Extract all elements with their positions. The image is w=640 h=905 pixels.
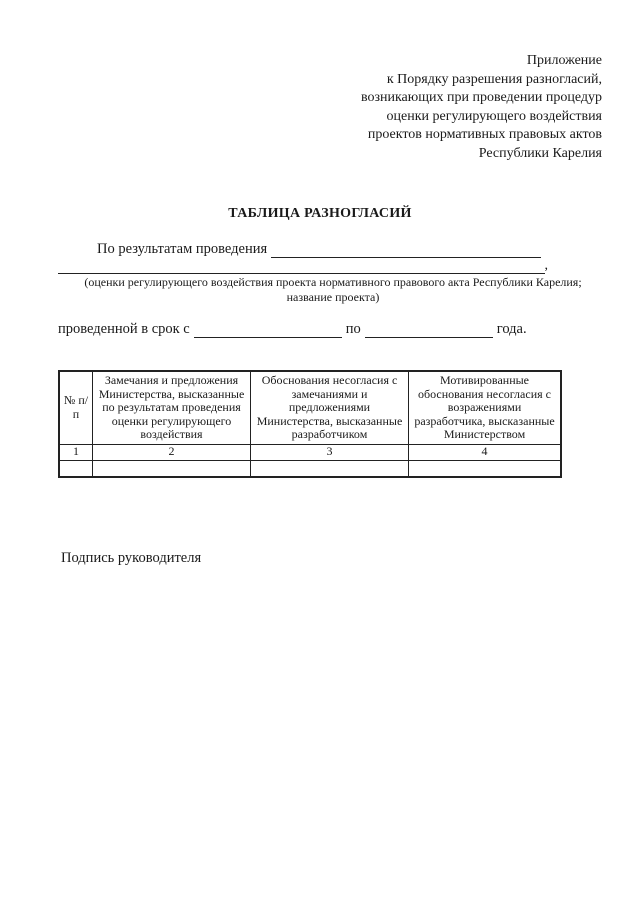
appendix-line: к Порядку разрешения разногласий, xyxy=(386,71,602,87)
document-title: ТАБЛИЦА РАЗНОГЛАСИЙ xyxy=(228,206,412,221)
caption-line-1: (оценки регулирующего воздействия проекта нормативного правового акта Республики Карелия; xyxy=(84,275,582,289)
header-ministry-justification: Мотивированные обоснования несогласия с возражениями разработчика, высказанные Министерством xyxy=(409,371,562,444)
empty-cell[interactable] xyxy=(93,460,251,477)
table-row xyxy=(59,460,561,477)
results-label: По результатам проведения xyxy=(97,241,268,257)
index-cell: 4 xyxy=(409,444,562,460)
period-middle: по xyxy=(345,321,361,337)
period-prefix: проведенной в срок с xyxy=(58,321,190,337)
table-index-row xyxy=(59,444,561,460)
project-row-comma: , xyxy=(544,258,548,273)
index-cell: 3 xyxy=(251,444,409,460)
blank-caption xyxy=(58,275,608,305)
disagreement-table xyxy=(58,370,562,478)
appendix-block xyxy=(282,52,602,163)
empty-cell[interactable] xyxy=(251,460,409,477)
appendix-line: Республики Карелия xyxy=(478,145,602,161)
period-end-blank[interactable] xyxy=(365,323,493,338)
results-row xyxy=(97,241,541,258)
index-cell: 2 xyxy=(93,444,251,460)
index-cell: 1 xyxy=(59,444,93,460)
results-blank-line[interactable] xyxy=(271,243,541,258)
period-suffix: года. xyxy=(496,321,527,337)
project-row xyxy=(58,258,548,274)
signature-label: Подпись руководителя xyxy=(61,550,202,566)
appendix-line: возникающих при проведении процедур xyxy=(360,90,602,105)
period-start-blank[interactable] xyxy=(194,323,342,338)
header-developer-objections: Обоснования несогласия с замечаниями и предложениями Министерства, высказанные разработчиком xyxy=(251,371,409,444)
project-blank-line[interactable] xyxy=(58,259,545,274)
empty-cell[interactable] xyxy=(59,460,93,477)
table-header-row xyxy=(59,371,561,444)
header-number: № п/п xyxy=(59,371,93,444)
appendix-line: проектов нормативных правовых актов xyxy=(367,127,602,142)
period-row xyxy=(58,321,527,338)
header-ministry-remarks: Замечания и предложения Министерства, высказанные по результатам проведения оценки регулирующего воздействия xyxy=(93,371,251,444)
caption-line-2: название проекта) xyxy=(286,290,380,304)
appendix-line: оценки регулирующего воздействия xyxy=(386,108,602,124)
appendix-line: Приложение xyxy=(526,53,602,68)
empty-cell[interactable] xyxy=(409,460,562,477)
